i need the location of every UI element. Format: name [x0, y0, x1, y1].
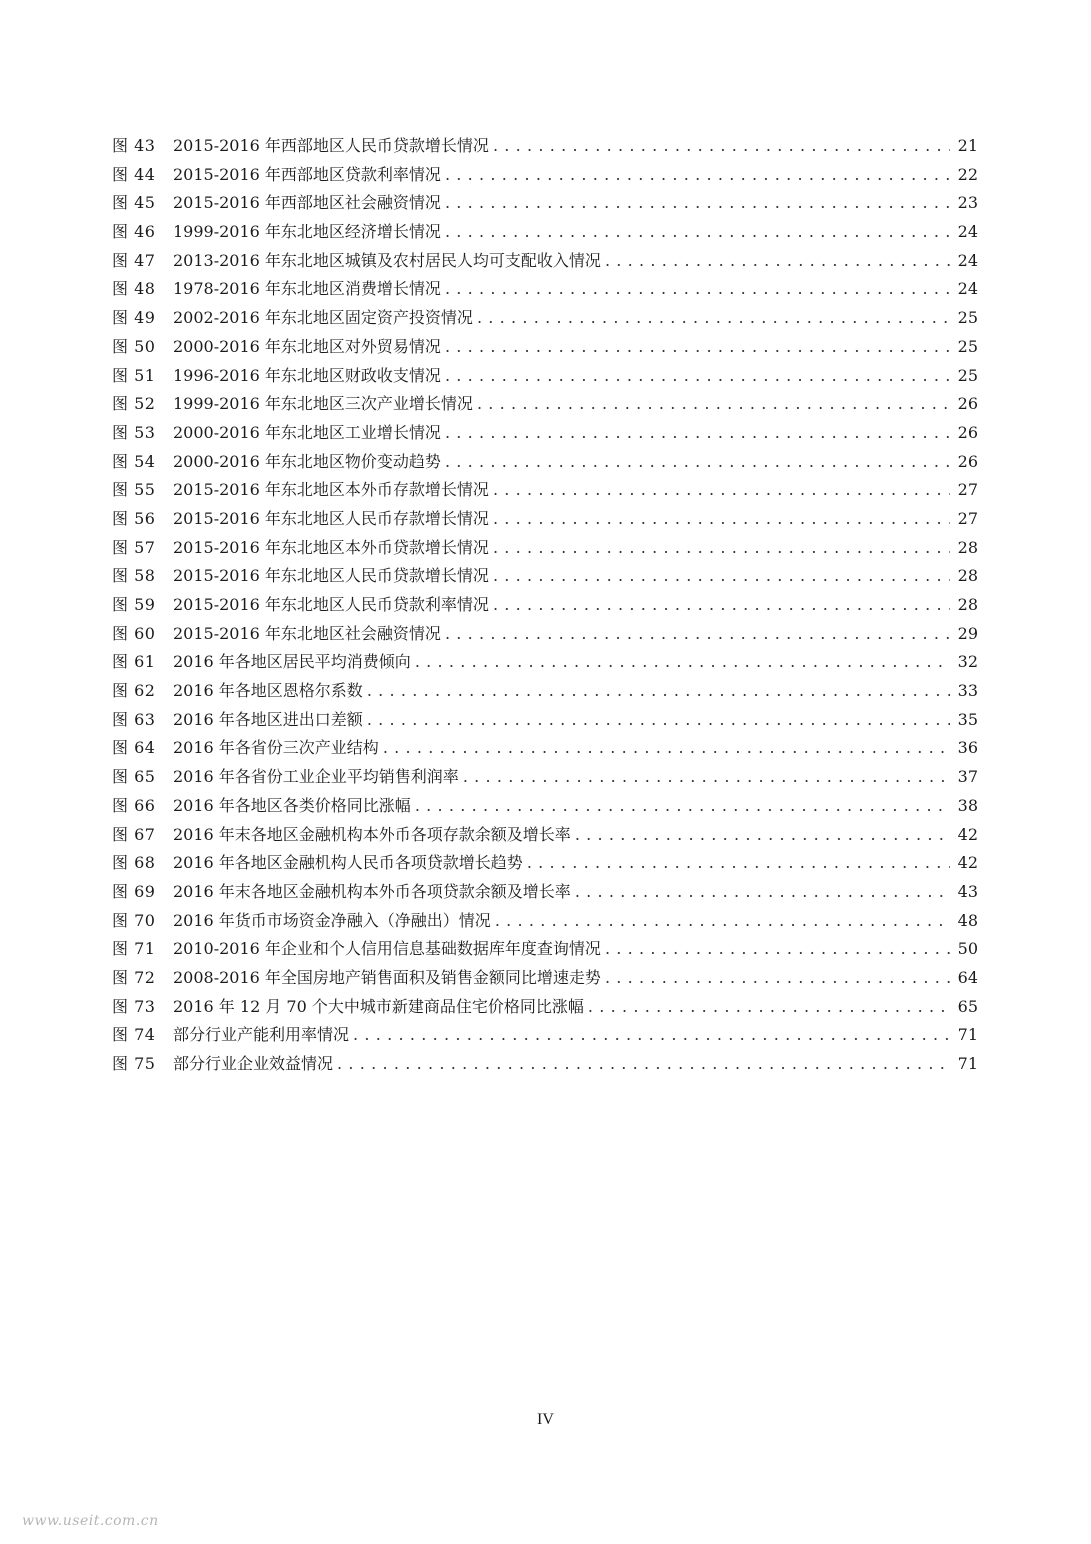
page-ref[interactable]: 28	[957, 566, 978, 586]
figure-label: 图 58	[112, 566, 156, 586]
figure-title[interactable]: 2008-2016 年全国房地产销售面积及销售金额同比增速走势	[173, 967, 601, 987]
figure-title[interactable]: 1978-2016 年东北地区消费增长情况	[173, 279, 441, 299]
dot-leader	[383, 734, 950, 763]
page-ref[interactable]: 25	[957, 308, 978, 328]
page-ref[interactable]: 38	[957, 795, 978, 815]
figure-title[interactable]: 2015-2016 年东北地区人民币贷款增长情况	[173, 566, 489, 586]
figure-label: 图 62	[112, 681, 156, 701]
page-ref[interactable]: 42	[957, 853, 978, 873]
dot-leader	[493, 591, 950, 620]
page-ref[interactable]: 24	[957, 250, 978, 270]
dot-leader	[477, 390, 950, 419]
page-ref[interactable]: 36	[957, 738, 978, 758]
figure-title[interactable]: 1999-2016 年东北地区三次产业增长情况	[173, 394, 473, 414]
figure-title[interactable]: 部分行业产能利用率情况	[173, 1025, 350, 1045]
figure-title[interactable]: 2002-2016 年东北地区固定资产投资情况	[173, 308, 473, 328]
figure-label: 图 43	[112, 136, 156, 155]
dot-leader	[367, 677, 950, 706]
figure-label: 图 54	[112, 451, 156, 471]
figure-title[interactable]: 2016 年各地区金融机构人民币各项贷款增长趋势	[173, 853, 523, 873]
toc-entry[interactable]	[112, 161, 978, 190]
figure-title[interactable]: 2016 年各省份工业企业平均销售利润率	[173, 767, 459, 787]
figure-label: 图 67	[112, 824, 156, 844]
figure-label: 图 56	[112, 508, 156, 528]
figure-label: 图 69	[112, 881, 156, 901]
watermark: www.useit.com.cn	[22, 1513, 159, 1529]
figure-title[interactable]: 2015-2016 年东北地区人民币贷款利率情况	[173, 595, 489, 614]
figure-title[interactable]: 2000-2016 年东北地区工业增长情况	[173, 422, 441, 442]
dot-leader	[575, 878, 950, 907]
toc-entry[interactable]	[112, 993, 978, 1022]
toc-entry[interactable]	[112, 247, 978, 276]
toc-entry[interactable]	[112, 534, 978, 563]
figure-label: 图 55	[112, 480, 156, 500]
figure-label: 图 45	[112, 193, 156, 213]
dot-leader	[415, 648, 950, 677]
figure-label: 图 51	[112, 365, 156, 385]
figure-title[interactable]: 2016 年各地区各类价格同比涨幅	[173, 795, 411, 815]
figure-title[interactable]: 2016 年 12 月 70 个大中城市新建商品住宅价格同比涨幅	[173, 996, 584, 1016]
figure-label: 图 63	[112, 709, 156, 729]
toc-entry[interactable]	[112, 275, 978, 304]
toc-entry[interactable]	[112, 620, 978, 649]
page-ref[interactable]: 42	[957, 824, 978, 844]
page-ref[interactable]: 48	[957, 910, 978, 930]
dot-leader	[445, 419, 950, 448]
toc-entry[interactable]	[112, 362, 978, 391]
figure-label: 图 59	[112, 595, 156, 614]
toc-entry[interactable]	[112, 304, 978, 333]
toc-entry[interactable]	[112, 333, 978, 362]
page-ref[interactable]: 24	[957, 279, 978, 299]
figure-title[interactable]: 2016 年末各地区金融机构本外币各项存款余额及增长率	[173, 824, 571, 844]
toc-entry[interactable]	[112, 591, 978, 620]
toc-entry[interactable]	[112, 792, 978, 821]
table-of-figures	[112, 132, 978, 1079]
figure-title[interactable]: 2015-2016 年东北地区本外币贷款增长情况	[173, 537, 489, 557]
figure-label: 图 68	[112, 853, 156, 873]
figure-label: 图 66	[112, 795, 156, 815]
figure-label: 图 50	[112, 336, 156, 356]
toc-entry[interactable]	[112, 878, 978, 907]
figure-title[interactable]: 2000-2016 年东北地区物价变动趋势	[173, 451, 441, 471]
toc-entry[interactable]	[112, 390, 978, 419]
page-ref[interactable]: 71	[957, 1025, 978, 1045]
figure-label: 图 72	[112, 967, 156, 987]
figure-title[interactable]: 2015-2016 年西部地区社会融资情况	[173, 193, 441, 213]
dot-leader	[493, 505, 950, 534]
toc-entry[interactable]	[112, 734, 978, 763]
page-number: IV	[537, 1411, 554, 1428]
dot-leader	[445, 161, 950, 190]
page-ref[interactable]: 65	[957, 996, 978, 1016]
dot-leader	[445, 333, 950, 362]
figure-label: 图 57	[112, 537, 156, 557]
figure-title[interactable]: 1999-2016 年东北地区经济增长情况	[173, 222, 441, 242]
page-ref[interactable]: 22	[957, 164, 978, 184]
figure-label: 图 74	[112, 1025, 156, 1045]
figure-label: 图 65	[112, 767, 156, 787]
dot-leader	[337, 1050, 950, 1079]
figure-title[interactable]: 2016 年各地区恩格尔系数	[173, 681, 363, 701]
dot-leader	[445, 275, 950, 304]
dot-leader	[477, 304, 950, 333]
toc-entry[interactable]	[112, 935, 978, 964]
dot-leader	[575, 821, 950, 850]
page-ref[interactable]: 27	[957, 508, 978, 528]
toc-entry[interactable]	[112, 562, 978, 591]
page-ref[interactable]: 25	[957, 365, 978, 385]
figure-title[interactable]: 2015-2016 年西部地区贷款利率情况	[173, 164, 441, 184]
page-ref[interactable]: 28	[957, 595, 978, 614]
dot-leader	[415, 792, 950, 821]
figure-title[interactable]: 2016 年各省份三次产业结构	[173, 738, 379, 758]
dot-leader	[445, 448, 950, 477]
figure-label: 图 71	[112, 939, 156, 959]
page-ref[interactable]: 25	[957, 336, 978, 356]
dot-leader	[367, 706, 950, 735]
dot-leader	[493, 562, 950, 591]
figure-title[interactable]: 2015-2016 年东北地区本外币存款增长情况	[173, 480, 489, 500]
figure-label: 图 75	[112, 1054, 156, 1073]
toc-entry[interactable]	[112, 964, 978, 993]
figure-title[interactable]: 2015-2016 年东北地区社会融资情况	[173, 623, 441, 643]
toc-entry[interactable]	[112, 648, 978, 677]
dot-leader	[493, 476, 950, 505]
dot-leader	[605, 247, 950, 276]
dot-leader	[605, 964, 950, 993]
page-ref[interactable]: 71	[957, 1054, 978, 1073]
toc-entry[interactable]	[112, 763, 978, 792]
dot-leader	[527, 849, 950, 878]
figure-title[interactable]: 2015-2016 年西部地区人民币贷款增长情况	[173, 136, 489, 155]
toc-entry[interactable]	[112, 1021, 978, 1050]
page-ref[interactable]: 64	[957, 967, 978, 987]
toc-entry[interactable]	[112, 132, 978, 161]
figure-label: 图 73	[112, 996, 156, 1016]
dot-leader	[493, 132, 950, 161]
dot-leader	[445, 362, 950, 391]
page-ref[interactable]: 29	[957, 623, 978, 643]
page-ref[interactable]: 37	[957, 767, 978, 787]
figure-label: 图 61	[112, 652, 156, 672]
page-ref[interactable]: 27	[957, 480, 978, 500]
figure-title[interactable]: 1996-2016 年东北地区财政收支情况	[173, 365, 441, 385]
dot-leader	[445, 620, 950, 649]
page-ref[interactable]: 24	[957, 222, 978, 242]
page-ref[interactable]: 26	[957, 394, 978, 414]
toc-entry[interactable]	[112, 476, 978, 505]
figure-title[interactable]: 2010-2016 年企业和个人信用信息基础数据库年度查询情况	[173, 939, 601, 959]
page-ref[interactable]: 26	[957, 451, 978, 471]
dot-leader	[445, 189, 950, 218]
toc-entry[interactable]	[112, 849, 978, 878]
figure-label: 图 46	[112, 222, 156, 242]
toc-entry[interactable]	[112, 907, 978, 936]
figure-label: 图 70	[112, 910, 156, 930]
figure-label: 图 47	[112, 250, 156, 270]
figure-title[interactable]: 2016 年各地区进出口差额	[173, 709, 363, 729]
page-ref[interactable]: 26	[957, 422, 978, 442]
page-ref[interactable]: 50	[957, 939, 978, 959]
toc-entry[interactable]	[112, 189, 978, 218]
figure-label: 图 48	[112, 279, 156, 299]
figure-label: 图 53	[112, 422, 156, 442]
page-ref[interactable]: 33	[957, 681, 978, 701]
page-ref[interactable]: 35	[957, 709, 978, 729]
figure-title[interactable]: 2016 年各地区居民平均消费倾向	[173, 652, 411, 672]
toc-entry[interactable]	[112, 419, 978, 448]
page-ref[interactable]: 21	[957, 136, 978, 155]
toc-entry[interactable]	[112, 821, 978, 850]
dot-leader	[493, 534, 950, 563]
page-ref[interactable]: 32	[957, 652, 978, 672]
dot-leader	[463, 763, 950, 792]
figure-label: 图 60	[112, 623, 156, 643]
page-ref[interactable]: 43	[957, 881, 978, 901]
figure-title[interactable]: 2000-2016 年东北地区对外贸易情况	[173, 336, 441, 356]
figure-label: 图 44	[112, 164, 156, 184]
figure-title[interactable]: 2016 年末各地区金融机构本外币各项贷款余额及增长率	[173, 881, 571, 901]
figure-title[interactable]: 2016 年货币市场资金净融入（净融出）情况	[173, 910, 491, 930]
toc-entry[interactable]	[112, 677, 978, 706]
dot-leader	[588, 993, 950, 1022]
toc-entry[interactable]	[112, 505, 978, 534]
figure-title[interactable]: 2013-2016 年东北地区城镇及农村居民人均可支配收入情况	[173, 250, 601, 270]
dot-leader	[445, 218, 950, 247]
figure-title[interactable]: 部分行业企业效益情况	[173, 1054, 334, 1073]
toc-entry[interactable]	[112, 448, 978, 477]
page-ref[interactable]: 23	[957, 193, 978, 213]
figure-label: 图 49	[112, 308, 156, 328]
dot-leader	[495, 907, 950, 936]
figure-title[interactable]: 2015-2016 年东北地区人民币存款增长情况	[173, 508, 489, 528]
toc-entry[interactable]	[112, 706, 978, 735]
toc-entry[interactable]	[112, 1050, 978, 1079]
figure-label: 图 52	[112, 394, 156, 414]
dot-leader	[605, 935, 950, 964]
dot-leader	[353, 1021, 950, 1050]
figure-label: 图 64	[112, 738, 156, 758]
toc-entry[interactable]	[112, 218, 978, 247]
page-ref[interactable]: 28	[957, 537, 978, 557]
